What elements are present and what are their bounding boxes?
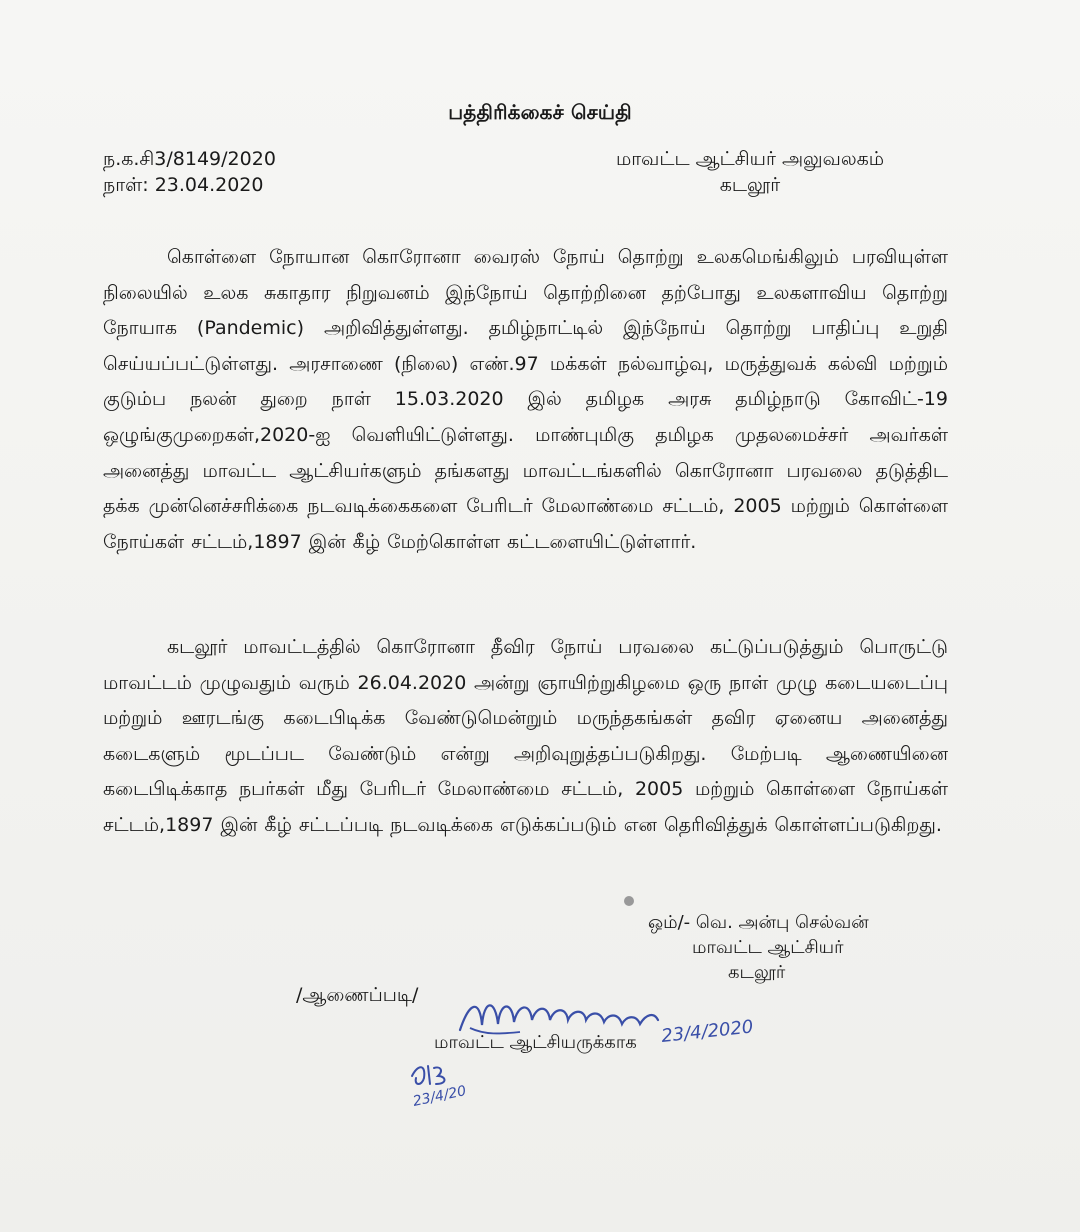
initials-date: 23/4/20 bbox=[411, 1083, 468, 1110]
handwritten-initials bbox=[400, 1056, 490, 1126]
reference-number: ந.க.சி3/8149/2020 bbox=[103, 148, 276, 170]
signatory-designation: மாவட்ட ஆட்சியர் bbox=[692, 937, 844, 958]
handwritten-date: 23/4/2020 bbox=[660, 1016, 755, 1047]
office-name: மாவட்ட ஆட்சியர் அலுவலகம் bbox=[615, 148, 885, 170]
document-title: பத்திரிக்கைச் செய்தி bbox=[448, 100, 632, 124]
signature-block bbox=[620, 910, 920, 985]
for-collector-label: மாவட்ட ஆட்சியருக்காக bbox=[434, 1032, 637, 1053]
body-paragraph-1: கொள்ளை நோயான கொரோனா வைரஸ் நோய் தொற்று உலகமெங்கிலும் பரவியுள்ள நிலையில் உலக சுகாதார நிறுவனம் இந்நோய் தொற்றினை தற்போது உலகளாவிய தொற்று நோயாக (Pandemic) அறிவித்துள்ளது. தமிழ்நாட்டில் இந்நோய் தொற்று பாதிப்பு உறுதி செய்யப்பட்டுள்ளது. அரசாணை (நிலை) எண்.97 மக்கள் நல்வாழ்வு, மருத்துவக் கல்வி மற்றும் குடும்ப நலன் துறை நாள் 15.03.2020 இல் தமிழக அரசு தமிழ்நாடு கோவிட்-19 ஒழுங்குமுறைகள்,2020-ஐ வெளியிட்டுள்ளது. மாண்புமிகு தமிழக முதலமைச்சர் அவர்கள் அனைத்து மாவட்ட ஆட்சியர்களும் தங்களது மாவட்டங்களில் கொரோனா பரவலை தடுத்திட தக்க முன்னெச்சரிக்கை நடவடிக்கைகளை பேரிடர் மேலாண்மை சட்டம், 2005 மற்றும் கொள்ளை நோய்கள் சட்டம்,1897 இன் கீழ் மேற்கொள்ள கட்டளையிட்டுள்ளார். bbox=[103, 246, 948, 553]
signatory-place: கடலூர் bbox=[728, 962, 786, 983]
document-date: நாள்: 23.04.2020 bbox=[103, 174, 264, 196]
body-paragraph-2: கடலூர் மாவட்டத்தில் கொரோனா தீவிர நோய் பரவலை கட்டுப்படுத்தும் பொருட்டு மாவட்டம் முழுவதும் வரும் 26.04.2020 அன்று ஞாயிற்றுகிழமை ஒரு நாள் முழு கடையடைப்பு மற்றும் ஊரடங்கு கடைபிடிக்க வேண்டுமென்றும் மருந்தகங்கள் தவிர ஏனைய அனைத்து கடைகளும் மூடப்பட வேண்டும் என்று அறிவுறுத்தப்படுகிறது. மேற்படி ஆணையினை கடைபிடிக்காத நபர்கள் மீது பேரிடர் மேலாண்மை சட்டம், 2005 மற்றும் கொள்ளை நோய்கள் சட்டம்,1897 இன் கீழ் சட்டப்படி நடவடிக்கை எடுக்கப்படும் என தெரிவித்துக் கொள்ளப்படுகிறது. bbox=[103, 636, 948, 836]
signatory-name: ஒம்/- வெ. அன்பு செல்வன் bbox=[648, 912, 869, 933]
order-mark: /ஆணைப்படி/ bbox=[296, 984, 419, 1006]
office-block bbox=[600, 146, 900, 198]
reference-block bbox=[103, 146, 276, 198]
office-place: கடலூர் bbox=[719, 174, 781, 196]
scan-speck bbox=[624, 896, 634, 906]
